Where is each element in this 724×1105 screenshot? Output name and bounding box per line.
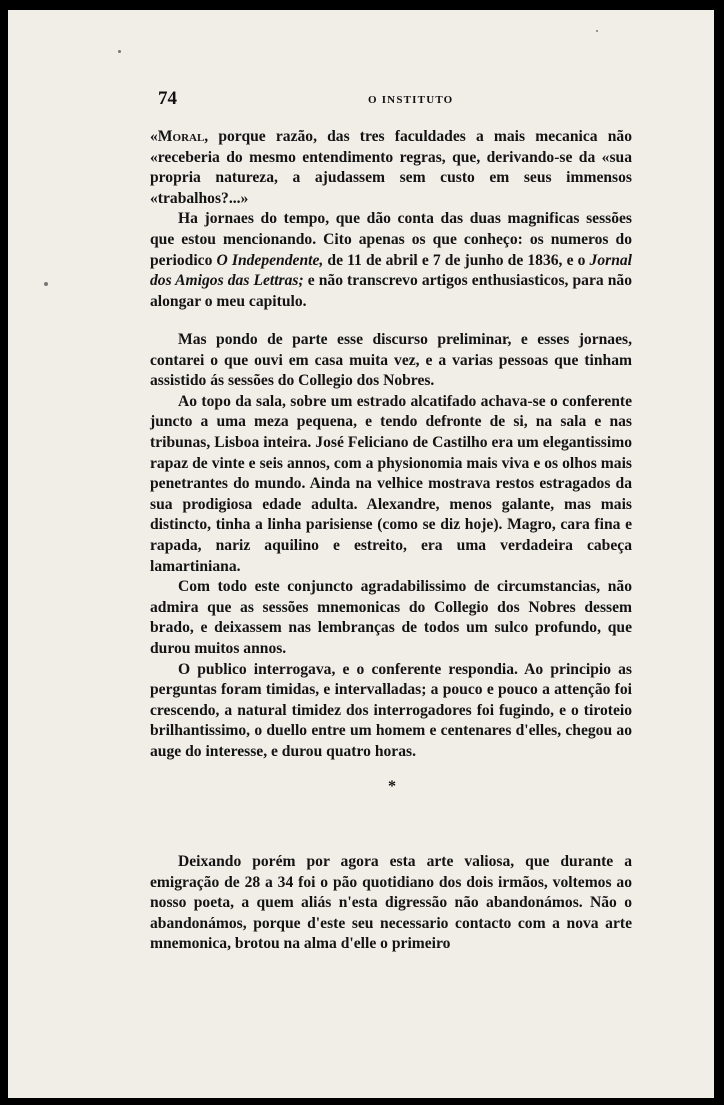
- paragraph: O publico interrogava, e o conferente respondia. Ao principio as perguntas foram timidas, e intervalladas; a pouco e pouco a attenção foi crescendo, a natural timidez dos interrogadores foi fugindo, e o tiroteio brilhantissimo, o duello entre um homem e centenares d'elles, chegou ao auge do interesse, e durou quatro horas.: [150, 660, 632, 760]
- paragraph: Deixando porém por agora esta arte valiosa, que durante a emigração de 28 a 34 foi o pão quotidiano dos dois irmãos, voltemos ao nosso poeta, a quem aliás n'esta digressão não abandonámos. Não o abandonámos, porque d'este seu necessario contacto com a nova arte mnemonica, brotou na alma d'elle o primeiro: [150, 853, 632, 953]
- section-separator: *: [388, 778, 396, 795]
- text-block-top: [150, 127, 632, 312]
- text-block-bottom: [150, 852, 632, 955]
- paragraph-jornaes: Ha jornaes do tempo, que dão conta das duas magnificas sessões que estou mencionando. Cito apenas os que conheço: os numeros do periodico O Independente, de 11 de abril e 7 de junho de 1836, e o Jornal dos Amigos das Lettras; e não transcrevo artigos enthusiasticos, para não alongar o meu capitulo.: [150, 210, 632, 310]
- paragraph-quote: «Moral, porque razão, das tres faculdades a mais mecanica não «receberia do mesmo entendimento regras, que, derivando-se da «sua propria natureza, a ajudassem sem custo em seus immensos «trabalhos?...»: [150, 128, 632, 207]
- paper-speck: [118, 50, 121, 53]
- paragraph: Ao topo da sala, sobre um estrado alcatifado achava-se o conferente juncto a uma meza pequena, e tendo defronte de si, na sala e nas tribunas, Lisboa inteira. José Feliciano de Castilho era um elegantissimo rapaz de vinte e seis annos, com a physionomia mais viva e os olhos mais penetrantes do mundo. Ainda na velhice mostrava restos estragados da sua prodigiosa edade adulta. Alexandre, menos galante, mas mais distincto, tinha a linha parisiense (como se diz hoje). Magro, cara fina e rapada, nariz aquilino e estreito, era uma verdadeira cabeça lamartiniana.: [150, 392, 632, 575]
- paragraph: Mas pondo de parte esse discurso preliminar, e esses jornaes, contarei o que ouvi em casa muita vez, e a varias pessoas que tinham assistido ás sessões do Collegio dos Nobres.: [150, 331, 632, 390]
- paper-speck: [596, 30, 598, 32]
- page-number: 74: [158, 88, 177, 109]
- paper-speck: [44, 282, 48, 286]
- paragraph: Com todo este conjuncto agradabilissimo de circumstancias, não admira que as sessões mnemonicas do Collegio dos Nobres dessem brado, e deixassem nas lembranças de todos um sulco profundo, que durou muitos annos.: [150, 578, 632, 657]
- text-block-middle: [150, 330, 632, 762]
- running-title: O INSTITUTO: [368, 94, 454, 106]
- page-header: [158, 88, 638, 110]
